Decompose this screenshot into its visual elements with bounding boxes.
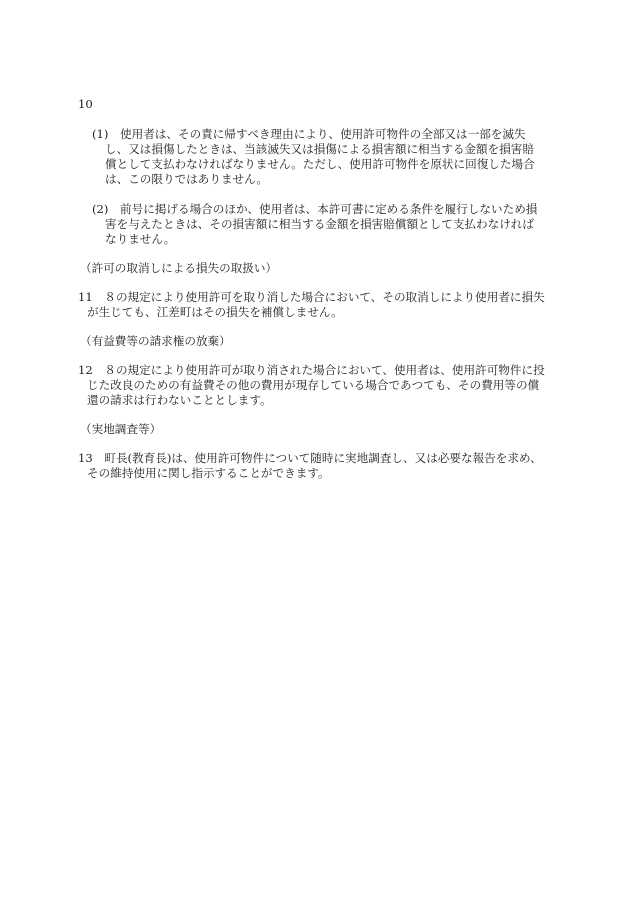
article-10-item-1-line-4: は、この限りではありません。 bbox=[105, 172, 269, 186]
article-12-line-1: 12 ８の規定により使用許可が取り消された場合において、使用者は、使用許可物件に投 bbox=[78, 363, 545, 377]
article-13-line-2: その維持使用に関し指示することができます。 bbox=[87, 466, 330, 480]
article-10-item-1-line-3: 償として支払わなければなりません。ただし、使用許可物件を原状に回復した場合 bbox=[105, 157, 535, 171]
article-13-heading: （実地調査等） bbox=[80, 422, 162, 436]
article-10-item-1-line-1: (1) 使用者は、その責に帰すべき理由により、使用許可物件の全部又は一部を滅失 bbox=[92, 127, 526, 141]
article-10-number: 10 bbox=[78, 97, 93, 111]
article-10-item-2-line-2: 害を与えたときは、その損害額に相当する金額を損害賠償額として支払わなければ bbox=[105, 217, 534, 231]
article-12-heading: （有益費等の請求権の放棄） bbox=[80, 334, 231, 348]
article-10-item-2-line-3: なりません。 bbox=[105, 232, 176, 246]
article-11-line-2: が生じても、江差町はその損失を補償しません。 bbox=[87, 305, 343, 319]
article-10-item-2-line-1: (2) 前号に掲げる場合のほか、使用者は、本許可書に定める条件を履行しないため損 bbox=[92, 202, 538, 216]
article-13-line-1: 13 町長(教育長)は、使用許可物件について随時に実地調査し、又は必要な報告を求め、 bbox=[78, 451, 542, 465]
article-12-line-3: 還の請求は行わないこととします。 bbox=[87, 393, 272, 407]
article-10-item-1-line-2: し、又は損傷したときは、当該滅失又は損傷による損害額に相当する金額を損害賠 bbox=[105, 142, 534, 156]
article-11-heading: （許可の取消しによる損失の取扱い） bbox=[80, 261, 278, 275]
article-11-line-1: 11 ８の規定により使用許可を取り消した場合において、その取消しにより使用者に損失 bbox=[78, 290, 545, 304]
article-12-line-2: じた改良のための有益費その他の費用が現存している場合であつても、その費用等の償 bbox=[87, 378, 540, 392]
